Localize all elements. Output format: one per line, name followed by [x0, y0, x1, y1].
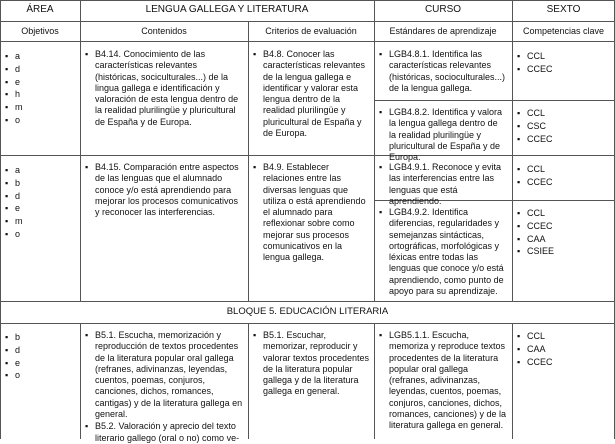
objective-item: ▪ h — [5, 88, 75, 101]
competences-cell — [517, 50, 611, 76]
standard-cell — [379, 107, 507, 163]
rule — [374, 0, 375, 301]
criterion-item: ▪ B4.8. Conocer las características relevantes de la lengua gallega e identificar y valorar esta lengua dentro de la realidad plurilingüe y pluricultural de España y de Europa. — [253, 49, 371, 139]
competences-cell — [517, 207, 611, 258]
standard-cell — [379, 49, 507, 94]
objectives-list — [5, 331, 75, 382]
rule — [374, 100, 615, 101]
competence-item: ▪ CSC — [517, 120, 611, 133]
content-item: ▪ B4.15. Comparación entre aspectos de las lenguas que el alumnado conoce y/o está aprendiendo para mejorar los procesos comunicativos y reconocer las interferencias. — [85, 162, 243, 218]
criterion-item: ▪ B4.9. Establecer relaciones entre las diversas lenguas que utiliza o está aprendiendo el alumnado para reflexionar sobre como mejorar sus procesos comunicativos en la lengua gallega. — [253, 162, 371, 264]
objective-item: ▪ o — [5, 369, 75, 382]
contents-header: Contenidos — [141, 26, 187, 36]
competence-item: ▪ CCL — [517, 207, 611, 220]
objectives-header: Objetivos — [21, 26, 59, 36]
rule — [0, 301, 615, 302]
standard-cell — [379, 162, 507, 207]
rule — [0, 0, 1, 439]
criterion-item: ▪ B5.1. Escuchar, memorizar, reproducir y valorar textos procedentes de la literatura popular gallega y de la literatura gallega en general. — [253, 330, 371, 398]
objective-item: ▪ o — [5, 114, 75, 127]
objective-item: ▪ e — [5, 357, 75, 370]
objective-item: ▪ b — [5, 331, 75, 344]
objective-item: ▪ m — [5, 215, 75, 228]
rule — [0, 21, 615, 22]
competence-item: ▪ CCEC — [517, 356, 611, 369]
criteria-cell — [253, 330, 371, 398]
criteria-header: Criterios de evaluación — [265, 26, 357, 36]
objective-item: ▪ e — [5, 76, 75, 89]
objective-item: ▪ d — [5, 63, 75, 76]
objective-item: ▪ a — [5, 164, 75, 177]
rule — [512, 0, 513, 301]
contents-cell — [85, 162, 243, 218]
objective-item: ▪ d — [5, 344, 75, 357]
objective-item: ▪ d — [5, 190, 75, 203]
competence-item: ▪ CAA — [517, 343, 611, 356]
standards-header: Estándares de aprendizaje — [389, 26, 497, 36]
competence-item: ▪ CAA — [517, 233, 611, 246]
competence-item: ▪ CCL — [517, 330, 611, 343]
course-value: SEXTO — [546, 4, 581, 15]
objective-item: ▪ o — [5, 228, 75, 241]
objective-item: ▪ e — [5, 202, 75, 215]
rule — [512, 323, 513, 439]
objective-item: ▪ a — [5, 50, 75, 63]
standard-item: ▪ LGB4.8.2. Identifica y valora la lengua gallega dentro de la realidad plurilingüe y pluricultural de España y de Europa. — [379, 107, 507, 163]
competence-item: ▪ CCEC — [517, 63, 611, 76]
rule — [80, 0, 81, 301]
standard-cell — [379, 330, 507, 432]
competence-item: ▪ CCEC — [517, 176, 611, 189]
rule — [0, 155, 615, 156]
competence-item: ▪ CCL — [517, 107, 611, 120]
rule — [374, 323, 375, 439]
competence-item: ▪ CCL — [517, 163, 611, 176]
standard-item: ▪ LGB5.1.1. Escucha, memoriza y reproduce textos procedentes de la literatura popular oral gallega (refranes, adivinanzas, leyendas, cuentos, poemas, conjuros, canciones, dichos, romances, canciones) y de la literatura gallega en general. — [379, 330, 507, 432]
block-title: BLOQUE 5. EDUCACIÓN LITERARIA — [226, 306, 389, 317]
objective-item: ▪ m — [5, 101, 75, 114]
area-header: ÁREA — [26, 4, 54, 15]
competences-cell — [517, 107, 611, 145]
rule — [80, 323, 81, 439]
rule — [248, 323, 249, 439]
competences-cell — [517, 330, 611, 368]
content-item: ▪ B5.2. Valoración y aprecio del texto literario gallego (oral o no) como ve- — [85, 421, 243, 444]
rule — [0, 323, 615, 324]
competence-item: ▪ CSIEE — [517, 245, 611, 258]
standard-item: ▪ LGB4.9.1. Reconoce y evita las interferencias entre las lenguas que está aprendiendo. — [379, 162, 507, 207]
contents-cell — [85, 49, 243, 128]
rule — [0, 41, 615, 42]
competences-header: Competencias clave — [522, 26, 605, 36]
standard-item: ▪ LGB4.9.2. Identifica diferencias, regularidades y semejanzas sintácticas, ortográficas, morfológicas y léxicas entre todas las lenguas que conoce y/o está aprendiendo, como punto de apoyo para su aprendizaje. — [379, 207, 507, 297]
contents-cell — [85, 330, 243, 444]
objectives-list — [5, 164, 75, 241]
standard-cell — [379, 207, 507, 297]
content-item: ▪ B4.14. Conocimiento de las características relevantes (históricas, sociculturales...) de la lingua gallega e identificación y valoración de esta lengua dentro de la realidad plurilingüe y pluricultural de España y de Europa. — [85, 49, 243, 128]
rule — [248, 21, 249, 301]
course-header: CURSO — [424, 4, 462, 15]
objectives-list — [5, 50, 75, 127]
criteria-cell — [253, 49, 371, 139]
competence-item: ▪ CCEC — [517, 220, 611, 233]
subject-header: LENGUA GALLEGA Y LITERATURA — [145, 4, 309, 15]
objective-item: ▪ b — [5, 177, 75, 190]
criteria-cell — [253, 162, 371, 264]
content-item: ▪ B5.1. Escucha, memorización y reproducción de textos procedentes de la literatura popular oral gallega (refranes, adivinanzas, leyendas, cuentos, poemas, conjuros, canciones, dichos, romances, cantigas) y de la literatura gallega en general. — [85, 330, 243, 420]
standard-item: ▪ LGB4.8.1. Identifica las características relevantes (históricas, socioculturales...) de la lengua gallega. — [379, 49, 507, 94]
competence-item: ▪ CCL — [517, 50, 611, 63]
competence-item: ▪ CCEC — [517, 133, 611, 146]
competences-cell — [517, 163, 611, 189]
rule — [0, 0, 615, 1]
